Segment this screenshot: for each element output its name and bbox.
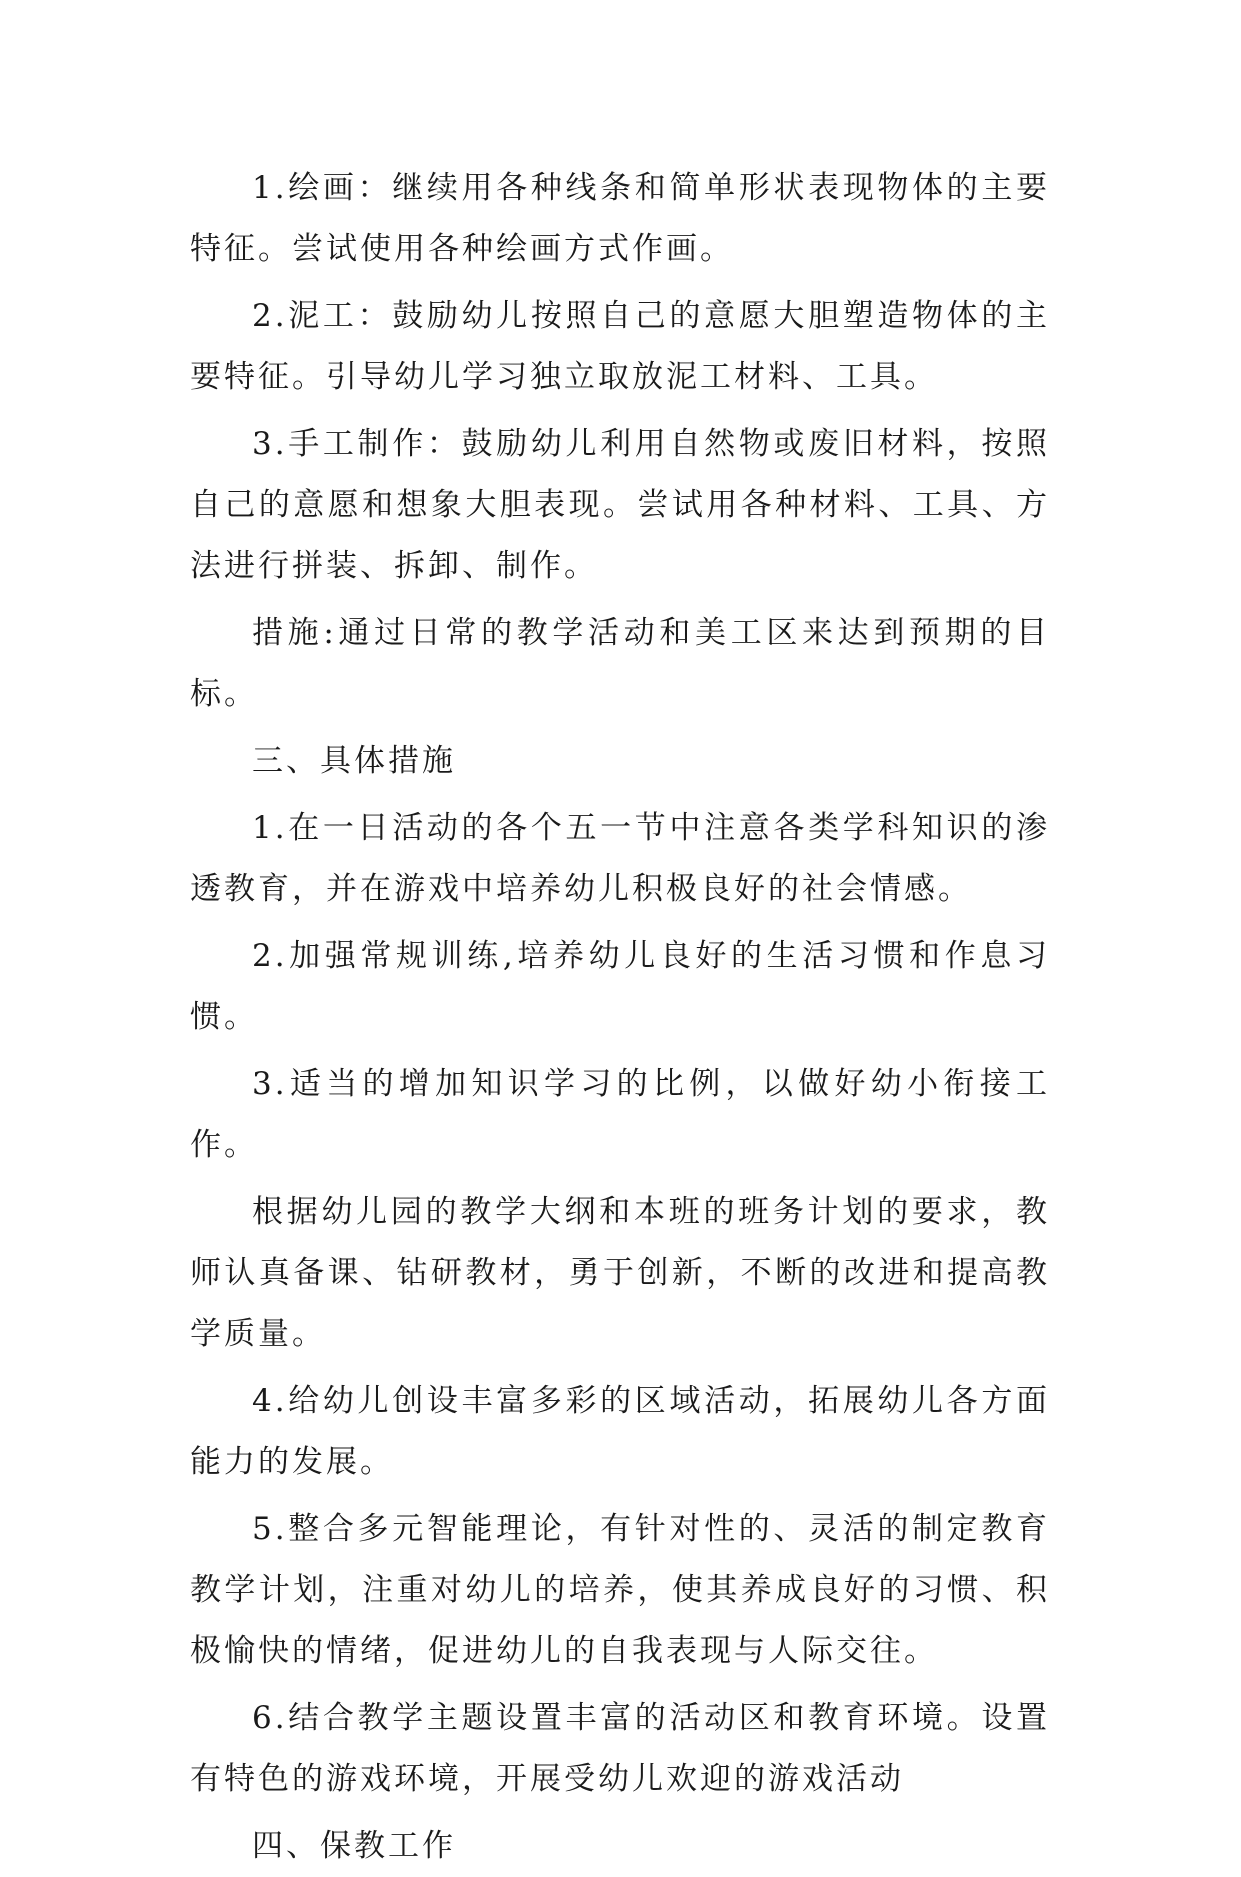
paragraph-clay: 2.泥工：鼓励幼儿按照自己的意愿大胆塑造物体的主要特征。引导幼儿学习独立取放泥工材料、工具。 xyxy=(190,298,1050,395)
heading-specific-measures: 三、具体措施 xyxy=(252,743,456,779)
document-body xyxy=(190,158,1050,1877)
paragraph-measure-6: 6.结合教学主题设置丰富的活动区和教育环境。设置有特色的游戏环境，开展受幼儿欢迎的游戏活动 xyxy=(190,1700,1050,1797)
paragraph-measures: 措施:通过日常的教学活动和美工区来达到预期的目标。 xyxy=(190,615,1050,712)
paragraph-measure-3: 3.适当的增加知识学习的比例，以做好幼小衔接工作。 xyxy=(190,1066,1050,1163)
paragraph-painting: 1.绘画：继续用各种线条和简单形状表现物体的主要特征。尝试使用各种绘画方式作画。 xyxy=(190,170,1050,267)
heading-care-education-work: 四、保教工作 xyxy=(252,1828,456,1864)
paragraph-teaching-plan: 根据幼儿园的教学大纲和本班的班务计划的要求，教师认真备课、钻研教材，勇于创新，不断的改进和提高教学质量。 xyxy=(190,1194,1050,1352)
paragraph-measure-2: 2.加强常规训练,培养幼儿良好的生活习惯和作息习惯。 xyxy=(190,938,1050,1035)
paragraph-measure-5: 5.整合多元智能理论，有针对性的、灵活的制定教育教学计划，注重对幼儿的培养，使其养成良好的习惯、积极愉快的情绪，促进幼儿的自我表现与人际交往。 xyxy=(190,1511,1050,1669)
paragraph-handicraft: 3.手工制作：鼓励幼儿利用自然物或废旧材料，按照自己的意愿和想象大胆表现。尝试用各种材料、工具、方法进行拼装、拆卸、制作。 xyxy=(190,426,1050,584)
paragraph-measure-4: 4.给幼儿创设丰富多彩的区域活动，拓展幼儿各方面能力的发展。 xyxy=(190,1383,1050,1480)
paragraph-measure-1: 1.在一日活动的各个五一节中注意各类学科知识的渗透教育，并在游戏中培养幼儿积极良好的社会情感。 xyxy=(190,810,1050,907)
